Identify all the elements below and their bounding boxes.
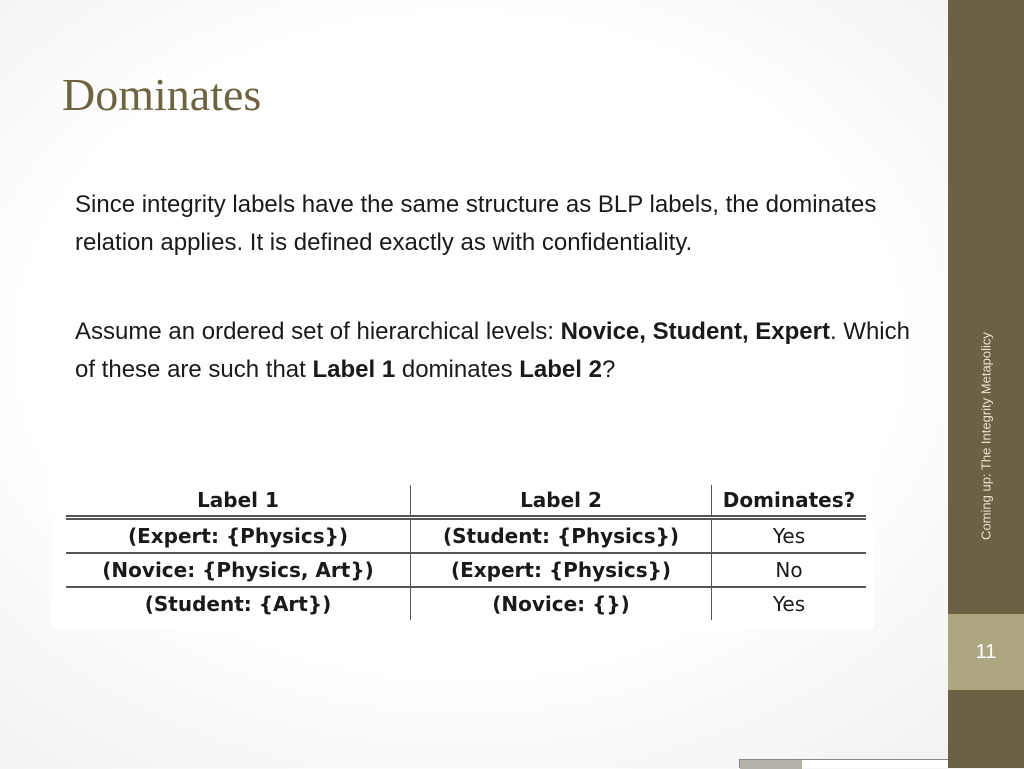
sidebar-caption: Coming up: The Integrity Metapolicy bbox=[978, 332, 994, 540]
levels-list: Novice, Student, Expert bbox=[560, 318, 830, 345]
label-1-term: Label 1 bbox=[312, 356, 396, 383]
cell-label-1: (Novice: {Physics, Art}) bbox=[66, 553, 411, 587]
question-intro: Assume an ordered set of hierarchical levels: bbox=[75, 318, 561, 345]
question-end: ? bbox=[601, 356, 616, 383]
table-row bbox=[66, 587, 866, 620]
question-mid-1: . Which of these are such that bbox=[75, 318, 910, 383]
table-row bbox=[66, 553, 866, 587]
horizontal-scrollbar[interactable] bbox=[739, 759, 948, 768]
cell-label-2: (Expert: {Physics}) bbox=[411, 553, 712, 587]
cell-label-1: (Student: {Art}) bbox=[144, 592, 332, 616]
slide-title: Dominates bbox=[62, 69, 262, 120]
labels-table-image bbox=[52, 477, 874, 629]
paragraph-dominates-definition: Since integrity labels have the same structure as BLP labels, the dominates relation applies. It is defined exactly as with confidentiality. bbox=[75, 191, 877, 256]
header-dominates: Dominates? bbox=[712, 485, 867, 518]
table-header-row bbox=[66, 485, 866, 518]
table-row bbox=[66, 518, 866, 554]
question-mid-2: dominates bbox=[395, 356, 520, 383]
cell-dominates: No bbox=[712, 553, 867, 587]
cell-label-2: (Student: {Physics}) bbox=[411, 518, 712, 554]
slide-body bbox=[75, 186, 915, 389]
header-label-2: Label 2 bbox=[411, 485, 712, 518]
page-number-box bbox=[948, 614, 1024, 690]
cell-dominates: Yes bbox=[712, 518, 867, 554]
cell-label-1: (Expert: {Physics}) bbox=[66, 518, 411, 554]
cell-dominates: Yes bbox=[712, 587, 867, 620]
paragraph-question bbox=[75, 313, 915, 389]
page-number: 11 bbox=[975, 640, 997, 663]
labels-table bbox=[66, 485, 866, 620]
cell-label-2: (Novice: {}) bbox=[411, 587, 712, 620]
header-label-1: Label 1 bbox=[66, 485, 411, 518]
label-2-term: Label 2 bbox=[519, 356, 602, 383]
